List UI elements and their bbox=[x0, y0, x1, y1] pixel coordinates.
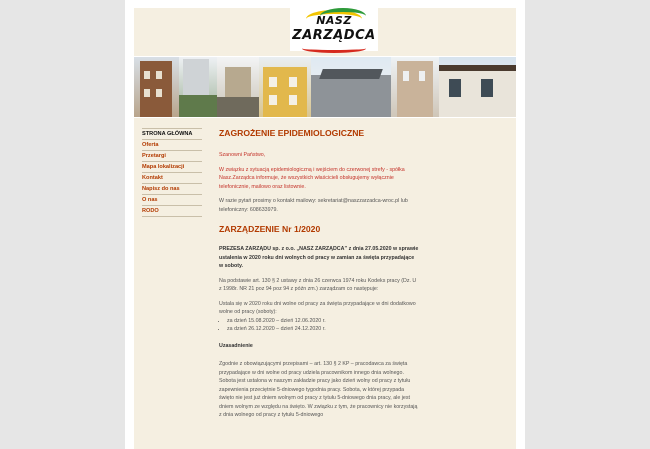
building-photo bbox=[311, 57, 391, 117]
greeting-text: Szanowni Państwo, bbox=[219, 152, 266, 158]
nav-item-kontakt[interactable]: Kontakt bbox=[142, 173, 202, 184]
building-photo bbox=[391, 57, 439, 117]
nav-item-przetargi[interactable]: Przetargi bbox=[142, 151, 202, 162]
building-photo bbox=[259, 57, 311, 117]
nav-item-mapa-lokalizacji[interactable]: Mapa lokalizacji bbox=[142, 162, 202, 173]
list-item: • za dzień 26.12.2020 – dzień 24.12.2020 r. bbox=[227, 325, 419, 334]
nav-item-napisz-do-nas[interactable]: Napisz do nas bbox=[142, 184, 202, 195]
nav-item-strona-glowna[interactable]: STRONA GŁÓWNA bbox=[142, 128, 202, 140]
days-off-list bbox=[219, 317, 419, 334]
order-title: ZARZĄDZENIE Nr 1/2020 bbox=[219, 224, 321, 234]
logo-text-line2: ZARZĄDCA bbox=[292, 28, 376, 43]
nav-item-o-nas[interactable]: O nas bbox=[142, 195, 202, 206]
building-photo-strip bbox=[134, 57, 516, 117]
order-intro: PREZESA ZARZĄDU sp. z o.o. „NASZ ZARZĄDCA” z dnia 27.05.2020 w sprawie ustalenia w 2020 roku dni wolnych od pracy w zamian za święta przypadające w soboty. bbox=[219, 246, 419, 269]
days-off-intro: Ustala się w 2020 roku dni wolne od pracy za święta przypadające w dni dodatkowo wolne od pracy (soboty): bbox=[219, 300, 416, 315]
page-title: ZAGROŻENIE EPIDEMIOLOGICZNE bbox=[219, 128, 365, 138]
legal-basis-text: Na podstawie art. 130 § 2 ustawy z dnia 26 czerwca 1974 roku Kodeks pracy (Dz. U z 1998r. NR 21 poz 94 poz 94 z późn zm.) zarządzam co następuje: bbox=[219, 277, 417, 292]
building-photo bbox=[217, 57, 259, 117]
contact-text: W razie pytań prosimy o kontakt mailowy: sekretariat@naszzarzadca-wroc.pl lub telefoniczny: 608633979. bbox=[219, 198, 408, 213]
justification-heading: Uzasadnienie bbox=[219, 342, 253, 349]
building-photo bbox=[179, 57, 217, 117]
site-logo[interactable] bbox=[290, 8, 378, 51]
main-content bbox=[219, 128, 419, 426]
sidebar-nav bbox=[142, 128, 202, 217]
epidemic-notice: W związku z sytuacją epidemiologiczną i wejściem do czerwonej strefy - spółka Nasz.Zarządca informuje, że wszystkich właścicieli obsługujemy wyłącznie telefonicznie, mailowo oraz listownie. bbox=[219, 166, 405, 190]
justification-text: Zgodnie z obowiązującymi przepisami – art. 130 § 2 KP – pracodawca za święta przypadające w dni wolne od pracy udziela pracownikom innego dnia wolnego. Sobota jest ustalona w naszym zakładzie pracy jako dzień wolny od pracy z tytułu zapewnienia przeciętnie 5-dniowego tygodnia pracy. Sobota, w której przypada święto nie jest już dniem wolnym od pracy z tytułu 5-dniowego dnia pracy, ale jest dniem wolnym ze względu na święto. W związku z tym, że pracownicy nie korzystają z dnia wolnego od pracy z tytułu 5-dniowego bbox=[219, 361, 418, 418]
building-photo bbox=[439, 57, 516, 117]
logo-swoosh-red bbox=[302, 44, 366, 53]
content-area bbox=[134, 118, 516, 449]
building-photo bbox=[134, 57, 179, 117]
page-container bbox=[125, 0, 525, 449]
list-item: • za dzień 15.08.2020 – dzień 12.06.2020 r. bbox=[227, 317, 419, 326]
nav-item-rodo[interactable]: RODO bbox=[142, 206, 202, 217]
logo-text-line1: NASZ bbox=[316, 14, 352, 27]
nav-item-oferta[interactable]: Oferta bbox=[142, 140, 202, 151]
header-banner bbox=[134, 8, 516, 56]
